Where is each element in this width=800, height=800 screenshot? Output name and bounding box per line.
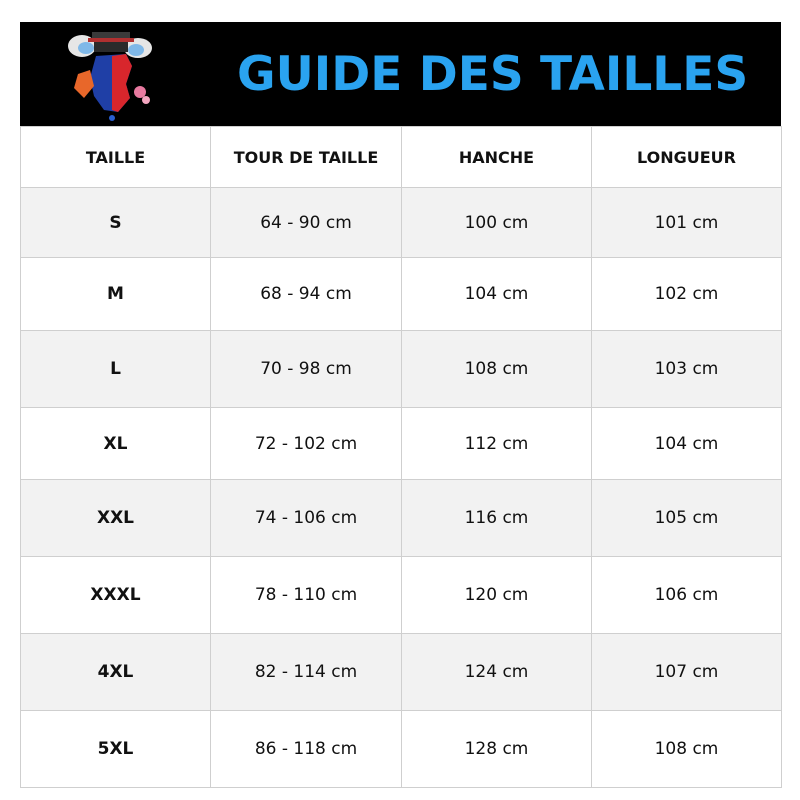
waist-cell: 82 - 114 cm xyxy=(211,634,402,711)
size-cell: 4XL xyxy=(21,634,211,711)
hip-cell: 104 cm xyxy=(402,258,592,331)
table-row xyxy=(21,188,782,258)
size-cell: XXXL xyxy=(21,557,211,634)
brand-logo-icon xyxy=(66,26,156,122)
waist-cell: 64 - 90 cm xyxy=(211,188,402,258)
page-title: GUIDE DES TAILLES xyxy=(237,46,749,102)
hip-cell: 116 cm xyxy=(402,480,592,557)
waist-cell: 74 - 106 cm xyxy=(211,480,402,557)
size-cell: S xyxy=(21,188,211,258)
length-cell: 107 cm xyxy=(592,634,782,711)
length-cell: 105 cm xyxy=(592,480,782,557)
table-row xyxy=(21,711,782,788)
table-row xyxy=(21,331,782,408)
length-cell: 104 cm xyxy=(592,408,782,480)
size-cell: 5XL xyxy=(21,711,211,788)
waist-cell: 78 - 110 cm xyxy=(211,557,402,634)
length-cell: 106 cm xyxy=(592,557,782,634)
size-cell: L xyxy=(21,331,211,408)
waist-cell: 70 - 98 cm xyxy=(211,331,402,408)
column-header-size: TAILLE xyxy=(21,127,211,188)
size-cell: M xyxy=(21,258,211,331)
length-cell: 108 cm xyxy=(592,711,782,788)
table-row xyxy=(21,480,782,557)
column-header-hip: HANCHE xyxy=(402,127,592,188)
column-header-length: LONGUEUR xyxy=(592,127,782,188)
hip-cell: 108 cm xyxy=(402,331,592,408)
hip-cell: 112 cm xyxy=(402,408,592,480)
hip-cell: 128 cm xyxy=(402,711,592,788)
waist-cell: 86 - 118 cm xyxy=(211,711,402,788)
hip-cell: 120 cm xyxy=(402,557,592,634)
waist-cell: 68 - 94 cm xyxy=(211,258,402,331)
header-banner xyxy=(20,22,781,126)
size-guide-table xyxy=(20,126,782,788)
hip-cell: 100 cm xyxy=(402,188,592,258)
waist-cell: 72 - 102 cm xyxy=(211,408,402,480)
size-cell: XL xyxy=(21,408,211,480)
hip-cell: 124 cm xyxy=(402,634,592,711)
table-row xyxy=(21,557,782,634)
length-cell: 103 cm xyxy=(592,331,782,408)
table-row xyxy=(21,408,782,480)
table-header-row xyxy=(21,127,782,188)
table-row xyxy=(21,258,782,331)
length-cell: 102 cm xyxy=(592,258,782,331)
size-cell: XXL xyxy=(21,480,211,557)
length-cell: 101 cm xyxy=(592,188,782,258)
column-header-waist: TOUR DE TAILLE xyxy=(211,127,402,188)
table-row xyxy=(21,634,782,711)
